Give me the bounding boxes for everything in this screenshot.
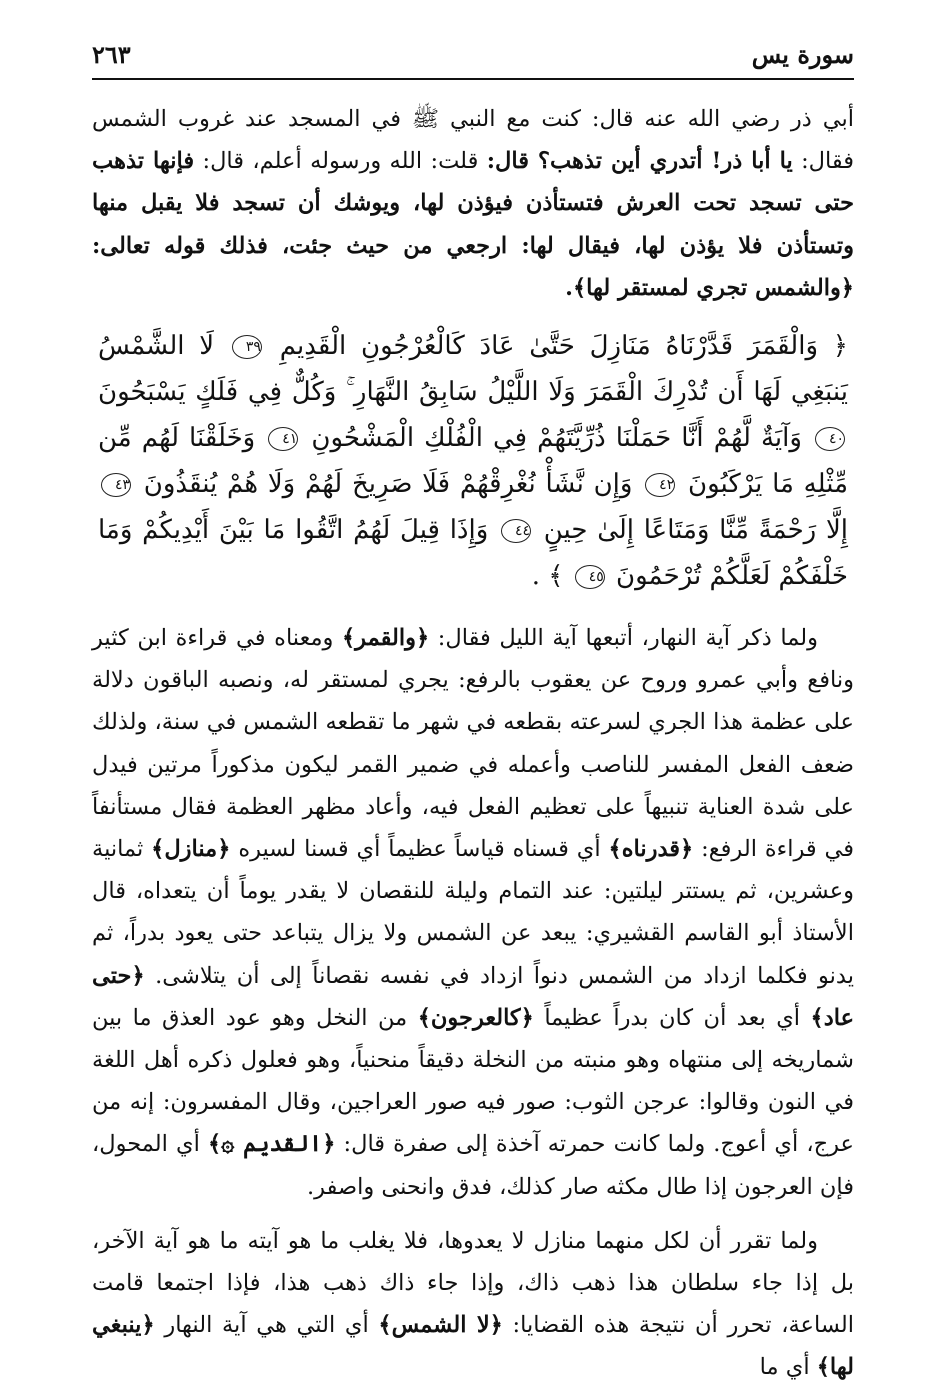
paragraph-sun	[92, 1220, 854, 1389]
quoted-word: ﴿ينبغي لها﴾	[92, 1312, 854, 1381]
hadith-reply: قلت: الله ورسوله أعلم، قال:	[202, 148, 479, 175]
quoted-word: ﴿منازل﴾	[151, 836, 231, 863]
quoted-word: ﴿كالعرجون﴾	[417, 1004, 534, 1031]
ayah-number-marker: ٤٥	[575, 565, 605, 589]
text-run: أي التي هي آية النهار	[164, 1312, 369, 1339]
verse-text: إِلَّا رَحْمَةً مِّنَّا وَمَتَاعًا إِلَىٰ حِينٍ	[543, 515, 848, 546]
quoted-word: ﴿قدرناه﴾	[608, 836, 694, 863]
page-body	[92, 98, 854, 1389]
page-number: ٢٦٣	[92, 40, 131, 69]
quoted-word: ﴿حتى عاد﴾	[92, 962, 855, 1031]
ayah-number-marker: ٤٣	[101, 473, 131, 497]
hadith-quote-2: فإنها تذهب حتى تسجد تحت العرش فتستأذن فيؤذن لها، ويوشك أن تسجد فلا يقبل منها وتستأذن فلا يؤذن لها، فيقال لها: ارجعي من حيث جئت، فذلك قوله تعالى: ﴿والشمس تجري لمستقر لها﴾.	[92, 148, 854, 301]
quoted-word: ﴿القديم ۞﴾	[207, 1131, 336, 1158]
text-run: أي قسناه قياساً عظيماً أي قسنا لسيره	[238, 836, 601, 863]
text-run: أي المحول، فإن العرجون إذا طال مكثه صار كذلك، فدق وانحنى واصفر.	[92, 1131, 854, 1200]
verse-text: ﴿ وَالْقَمَرَ قَدَّرْنَاهُ مَنَازِلَ حَتَّىٰ عَادَ كَالْعُرْجُونِ الْقَدِيمِ	[279, 331, 849, 362]
verse-text: لَا الشَّمْسُ يَنبَغِي لَهَا أَن تُدْرِكَ الْقَمَرَ وَلَا اللَّيْلُ سَابِقُ النَّهَارِ ۚ وَكُلٌّ فِي فَلَكٍ يَسْبَحُونَ	[98, 331, 848, 408]
verse-text: وَإِن نَّشَأْ نُغْرِقْهُمْ فَلَا صَرِيخَ لَهُمْ وَلَا هُمْ يُنقَذُونَ	[143, 469, 633, 500]
ayah-number-marker: ٤٠	[815, 427, 845, 451]
ayah-number-marker: ٤١	[268, 427, 298, 451]
verse-text: وَآيَةٌ لَّهُمْ أَنَّا حَمَلْنَا ذُرِّيَّتَهُمْ فِي الْفُلْكِ الْمَشْحُونِ	[311, 423, 802, 454]
text-run: ثمانية وعشرين، ثم يستتر ليلتين: عند التمام وليلة للنقصان لا يقدر يوماً أن يتعداه، قال الأستاذ أبو القاسم القشيري: يبعد عن الشمس ولا يزال يتباعد حتى يعود بدراً، ثم يدنو فكلما ازداد من الشمس دنواً ازداد في نفسه نقصاناً إلى أن يتلاشى.	[92, 836, 854, 989]
ayah-number-marker: ٣٩	[232, 335, 262, 359]
text-run: أي بعد أن كان بدراً عظيماً	[544, 1004, 801, 1031]
text-run: أي ما	[759, 1354, 810, 1381]
quoted-word: ﴿والقمر﴾	[342, 625, 430, 652]
text-run: من النخل وهو عود العذق ما بين شماريخه إلى منتهاه وهو منبته من النخلة دقيقاً منحنياً، وهو فعلول ذكره أهل اللغة في النون وقالوا: عرجن الثوب: صور فيه صور العراجين، وقال المفسرون: إنه من عرج، أي أعوج. ولما كانت حمرته آخذة إلى صفرة قال:	[92, 1004, 854, 1158]
quoted-word: ﴿لا الشمس﴾	[378, 1312, 503, 1339]
surah-title: سورة يس	[751, 40, 854, 69]
verse-text: وَإِذَا قِيلَ لَهُمُ اتَّقُوا مَا بَيْنَ أَيْدِيكُمْ وَمَا خَلْفَكُمْ لَعَلَّكُمْ تُرْحَمُونَ	[98, 515, 848, 592]
hadith-intro: أبي ذر رضي الله عنه قال: كنت مع النبي ﷺ في المسجد عند غروب الشمس فقال:	[92, 106, 855, 175]
page-header	[92, 36, 854, 80]
ayah-number-marker: ٤٢	[645, 473, 675, 497]
verse-close: ﴾ .	[531, 561, 564, 592]
paragraph-hadith	[92, 98, 854, 309]
text-run: ولما تقرر أن لكل منهما منازل لا يعدوها، فلا يغلب ما هو آيته ما هو آية الآخر، بل إذا جاء سلطان هذا ذهب ذاك، وإذا جاء ذاك ذهب هذا، فإذا اجتمعا قامت الساعة، تحرر أن نتيجة هذه القضايا:	[92, 1227, 855, 1339]
hadith-quote: يا أبا ذر! أتدري أين تذهب؟ قال:	[486, 148, 793, 175]
quran-verses	[98, 323, 848, 599]
text-run: ومعناه في قراءة ابن كثير ونافع وأبي عمرو وروح عن يعقوب بالرفع: يجري لمستقر له، ونصبه الباقون دلالة على عظمة هذا الجري لسرعته بقطعه في شهر ما تقطعه الشمس في سنة، ولذلك ضعف الفعل المفسر للناصب وأعمله في ضمير القمر ليكون مذكوراً مرتين فيدل على شدة العناية تنبيهاً على تعظيم الفعل فيه، وأعاد مظهر العظمة فقال مستأنفاً في قراءة الرفع:	[92, 625, 855, 863]
text-run: ولما ذكر آية النهار، أتبعها آية الليل فقال:	[437, 625, 819, 652]
verse-text: وَخَلَقْنَا لَهُم مِّن مِّثْلِهِ مَا يَرْكَبُونَ	[98, 423, 849, 500]
ayah-number-marker: ٤٤	[501, 519, 531, 543]
paragraph-moon	[92, 617, 854, 1208]
